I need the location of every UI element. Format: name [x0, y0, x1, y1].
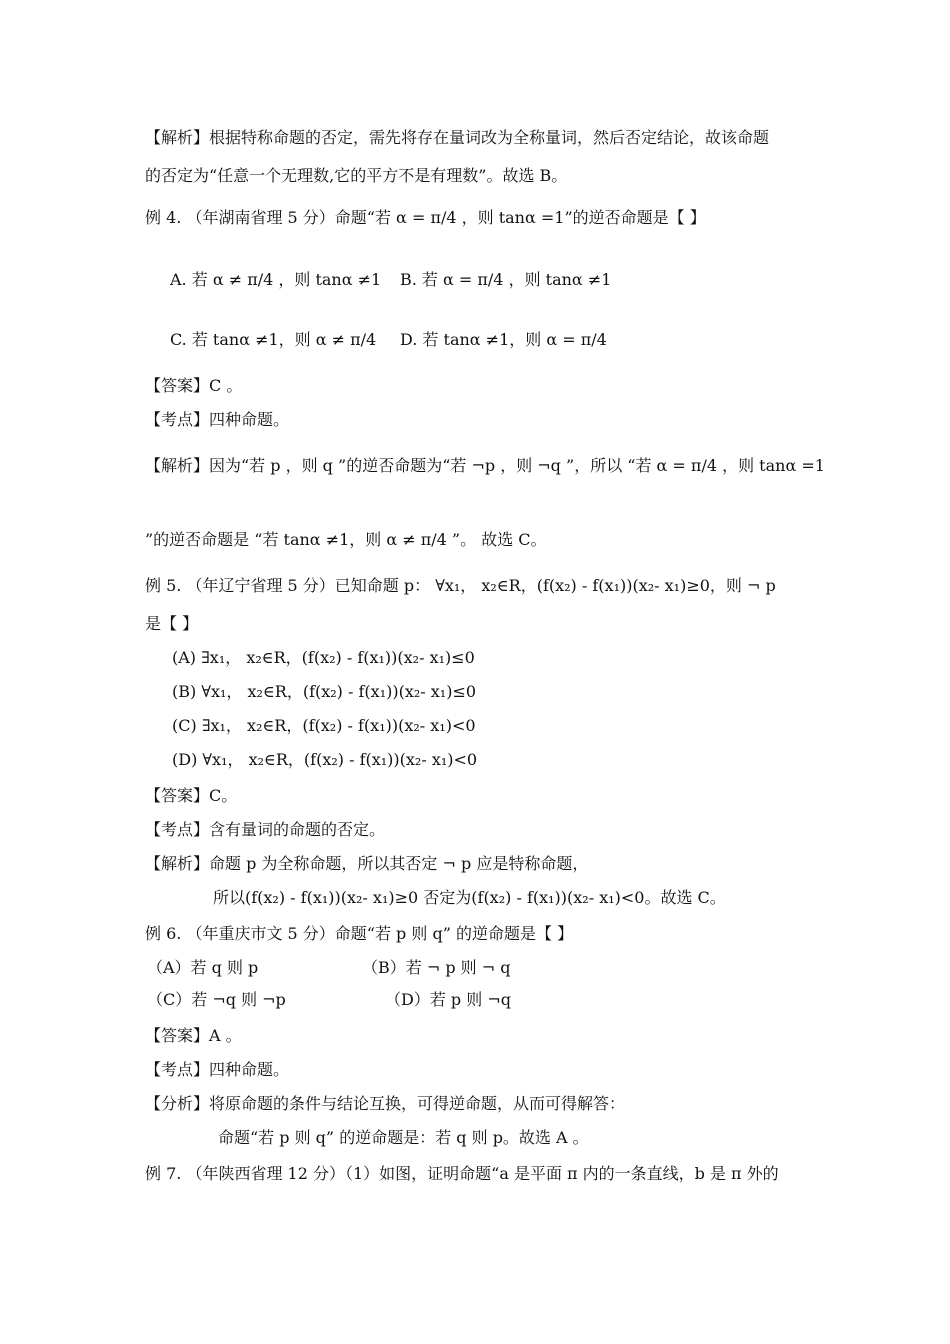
example-5-analysis-2: 所以(f(x₂) - f(x₁))(x₂- x₁)≥0 否定为(f(x₂) - f(x₁))(x₂- x₁)<0。故选 C。 [213, 888, 726, 907]
example-4-option-b: B. 若 α = π/4 ，则 tanα ≠1 [400, 270, 612, 289]
analysis-line-2: 的否定为“任意一个无理数,它的平方不是有理数”。故选 B。 [145, 166, 568, 185]
example-4-answer: 【答案】C 。 [145, 376, 243, 395]
example-6-answer: 【答案】A 。 [145, 1026, 242, 1045]
example-6-analysis-2: 命题“若 p 则 q” 的逆命题是：若 q 则 p。故选 A 。 [218, 1128, 589, 1147]
example-4-question: 例 4. （年湖南省理 5 分）命题“若 α = π/4 ，则 tanα =1”的逆否命题是【 】 [145, 208, 706, 227]
example-4-option-d: D. 若 tanα ≠1，则 α = π/4 [400, 330, 607, 349]
analysis-line-1: 【解析】根据特称命题的否定，需先将存在量词改为全称量词，然后否定结论，故该命题 [145, 128, 770, 147]
example-4-analysis-2: ”的逆否命题是 “若 tanα ≠1，则 α ≠ π/4 ”。 故选 C。 [145, 530, 547, 549]
example-5-option-a: (A) ∃x₁， x₂∈R，(f(x₂) - f(x₁))(x₂- x₁)≤0 [172, 648, 475, 667]
example-6-option-a: （A）若 q 则 p [147, 958, 259, 977]
example-7-question: 例 7. （年陕西省理 12 分）（1）如图，证明命题“a 是平面 π 内的一条直线，b 是 π 外的 [145, 1164, 779, 1183]
example-4-topic: 【考点】四种命题。 [145, 410, 290, 429]
example-5-question-2: 是【 】 [145, 614, 199, 633]
example-4-analysis-1: 【解析】因为“若 p ，则 q ”的逆否命题为“若 ¬p ，则 ¬q ”，所以 “若 α = π/4 ，则 tanα =1 [145, 456, 825, 475]
example-6-option-d: （D）若 p 则 ¬q [385, 990, 511, 1009]
example-5-question: 例 5. （年辽宁省理 5 分）已知命题 p： ∀x₁， x₂∈R，(f(x₂) - f(x₁))(x₂- x₁)≥0，则 ¬ p [145, 576, 776, 595]
example-5-option-c: (C) ∃x₁， x₂∈R，(f(x₂) - f(x₁))(x₂- x₁)<0 [172, 716, 476, 735]
example-5-option-d: (D) ∀x₁， x₂∈R，(f(x₂) - f(x₁))(x₂- x₁)<0 [172, 750, 478, 769]
example-5-option-b: (B) ∀x₁， x₂∈R，(f(x₂) - f(x₁))(x₂- x₁)≤0 [172, 682, 477, 701]
example-5-answer: 【答案】C。 [145, 786, 238, 805]
example-5-analysis-1: 【解析】命题 p 为全称命题，所以其否定 ¬ p 应是特称命题， [145, 854, 589, 873]
example-4-option-c: C. 若 tanα ≠1，则 α ≠ π/4 [170, 330, 377, 349]
example-6-option-b: （B）若 ¬ p 则 ¬ q [362, 958, 511, 977]
example-4-option-a: A. 若 α ≠ π/4 ，则 tanα ≠1 [170, 270, 382, 289]
example-6-option-c: （C）若 ¬q 则 ¬p [147, 990, 286, 1009]
example-6-analysis: 【分析】将原命题的条件与结论互换，可得逆命题，从而可得解答： [145, 1094, 626, 1113]
example-6-topic: 【考点】四种命题。 [145, 1060, 290, 1079]
example-6-question: 例 6. （年重庆市文 5 分）命题“若 p 则 q” 的逆命题是【 】 [145, 924, 574, 943]
example-5-topic: 【考点】含有量词的命题的否定。 [145, 820, 386, 839]
